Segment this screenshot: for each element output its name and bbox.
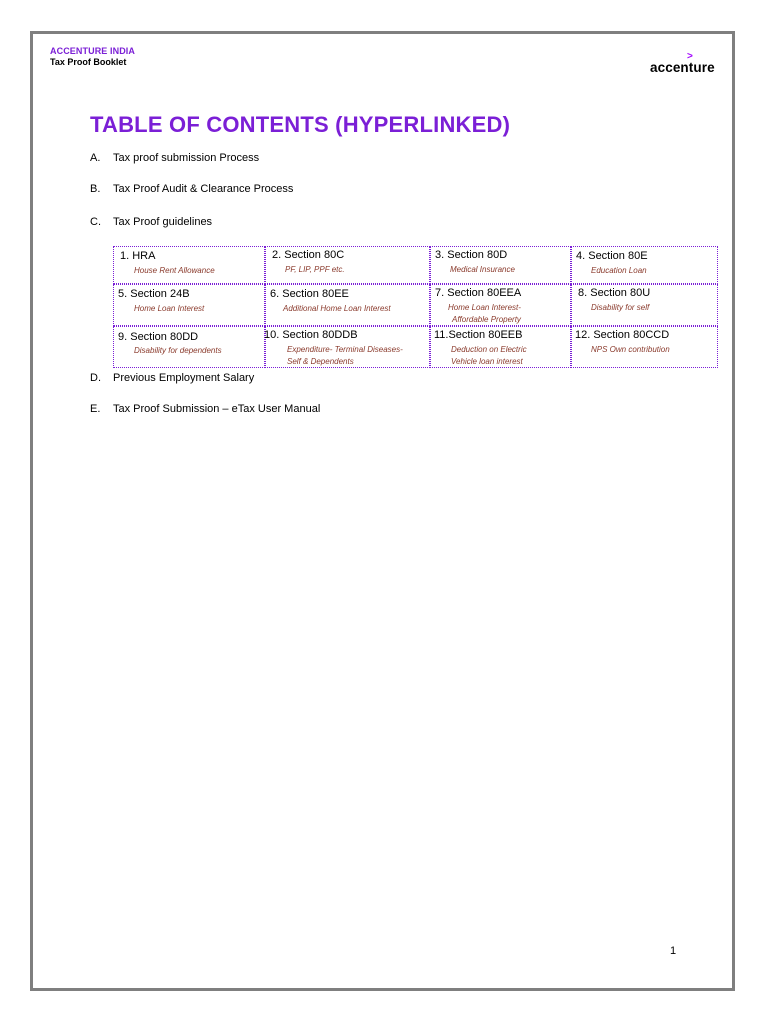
- section-desc: Disability for dependents: [134, 346, 222, 355]
- page-number: 1: [670, 945, 677, 957]
- accenture-logo: [650, 52, 720, 76]
- page-frame: [30, 31, 735, 991]
- section-cell-80ee[interactable]: [265, 284, 430, 326]
- toc-link[interactable]: Tax Proof Audit & Clearance Process: [113, 183, 294, 195]
- logo-text: accenture: [650, 60, 715, 75]
- section-cell-80ccd[interactable]: [571, 326, 718, 368]
- section-desc: Affordable Property: [452, 315, 521, 324]
- toc-link[interactable]: Tax Proof guidelines: [113, 216, 213, 228]
- toc-link[interactable]: Tax proof submission Process: [113, 152, 260, 164]
- section-desc: Medical Insurance: [450, 265, 515, 274]
- section-label[interactable]: 11.Section 80EEB: [434, 329, 523, 341]
- toc-link[interactable]: Previous Employment Salary: [113, 372, 255, 384]
- section-cell-80eea[interactable]: [430, 284, 571, 326]
- section-cell-80dd[interactable]: [113, 326, 265, 368]
- section-label[interactable]: 7. Section 80EEA: [435, 287, 522, 299]
- section-label[interactable]: 6. Section 80EE: [270, 288, 349, 300]
- section-cell-80c[interactable]: [265, 246, 430, 284]
- section-desc: Additional Home Loan Interest: [283, 304, 391, 313]
- section-desc: PF, LIP, PPF etc.: [285, 265, 345, 274]
- section-label[interactable]: 2. Section 80C: [272, 249, 345, 261]
- section-desc: Self & Dependents: [287, 357, 354, 366]
- toc-item-letter: D.: [90, 372, 101, 384]
- section-label[interactable]: 4. Section 80E: [576, 250, 648, 262]
- section-desc: Vehicle loan interest: [451, 357, 523, 366]
- section-desc: Deduction on Electric: [451, 345, 527, 354]
- header-booklet-title: Tax Proof Booklet: [50, 57, 127, 67]
- section-desc: Education Loan: [591, 266, 647, 275]
- section-label[interactable]: 5. Section 24B: [118, 288, 190, 300]
- section-desc: Expenditure- Terminal Diseases-: [287, 345, 403, 354]
- section-label[interactable]: 8. Section 80U: [578, 287, 651, 299]
- section-cell-24b[interactable]: [113, 284, 265, 326]
- section-cell-80eeb[interactable]: [430, 326, 571, 368]
- section-desc: NPS Own contribution: [591, 345, 670, 354]
- section-cell-80d[interactable]: [430, 246, 571, 284]
- toc-link[interactable]: Tax Proof Submission – eTax User Manual: [113, 403, 321, 415]
- toc-item-letter: A.: [90, 152, 101, 164]
- section-label[interactable]: 9. Section 80DD: [118, 331, 199, 343]
- header-company: ACCENTURE INDIA: [50, 46, 136, 56]
- section-label[interactable]: 12. Section 80CCD: [575, 329, 670, 341]
- toc-item-letter: C.: [90, 216, 101, 228]
- section-desc: Home Loan Interest-: [448, 303, 521, 312]
- section-cell-80ddb[interactable]: [265, 326, 430, 368]
- section-cell-80u[interactable]: [571, 284, 718, 326]
- section-desc: House Rent Allowance: [134, 266, 215, 275]
- section-label[interactable]: 10. Section 80DDB: [264, 329, 358, 341]
- logo-mark-icon: >: [687, 51, 693, 62]
- section-desc: Home Loan Interest: [134, 304, 205, 313]
- toc-item-letter: E.: [90, 403, 101, 415]
- section-desc: Disability for self: [591, 303, 650, 312]
- toc-title: TABLE OF CONTENTS (HYPERLINKED): [90, 112, 511, 137]
- section-cell-hra[interactable]: [113, 246, 265, 284]
- section-label[interactable]: 1. HRA: [120, 250, 156, 262]
- section-cell-80e[interactable]: [571, 246, 718, 284]
- section-label[interactable]: 3. Section 80D: [435, 249, 508, 261]
- toc-item-letter: B.: [90, 183, 101, 195]
